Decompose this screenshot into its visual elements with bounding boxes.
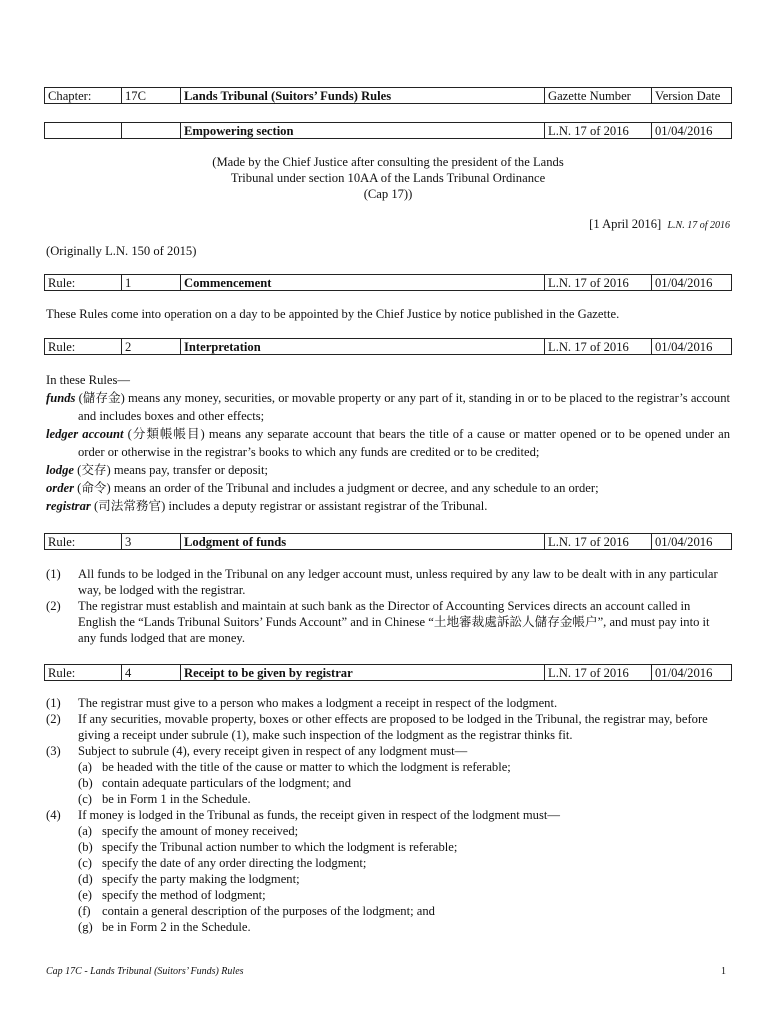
paragraph: (f) contain a general description of the purposes of the lodgment; and xyxy=(78,904,435,918)
paragraph: (a) be headed with the title of the cause or matter to which the lodgment is referable; xyxy=(78,760,511,774)
chapter-title: Lands Tribunal (Suitors’ Funds) Rules xyxy=(181,88,545,104)
definition: funds (儲存金) means any money, securities, or movable property or any part of it, standing in or to be placed to the registrar’s account and includes boxes and other effects; xyxy=(46,391,730,423)
paragraph: (c) specify the date of any order directing the lodgment; xyxy=(78,856,367,870)
paragraph: (e) specify the method of lodgment; xyxy=(78,888,266,902)
empowering-title: Empowering section xyxy=(181,123,545,139)
gazette-number-heading: Gazette Number xyxy=(545,88,652,104)
chapter-header-table xyxy=(44,87,732,104)
subrule: (1) All funds to be lodged in the Tribunal on any ledger account must, unless required by any law to be dealt with in any particular way, be lodged with the registrar. xyxy=(46,567,718,597)
subrule: (3) Subject to subrule (4), every receipt given in respect of any lodgment must— xyxy=(46,744,468,758)
definition: ledger account (分類帳帳目) means any separate account that bears the title of a cause or matter opened or to be opened under an order or otherwise in the registrar’s books to which any funds are credited or to be credited; xyxy=(46,427,731,459)
subrule: (4) If money is lodged in the Tribunal as funds, the receipt given in respect of the lodgment must— xyxy=(46,808,560,822)
rule-title: Lodgment of funds xyxy=(181,534,545,550)
page-number: 1 xyxy=(721,966,726,977)
paragraph: (c) be in Form 1 in the Schedule. xyxy=(78,792,251,806)
paragraph: (a) specify the amount of money received; xyxy=(78,824,299,838)
subrule: (2) The registrar must establish and maintain at such bank as the Director of Accounting Services directs an account called in English the “Lands Tribunal Suitors’ Funds Account” and in Chinese “土地審裁處訴訟人儲存金帳户”, and must pay into it any funds lodged that are money. xyxy=(46,599,710,645)
paragraph: (b) specify the Tribunal action number to which the lodgment is referable; xyxy=(78,840,458,854)
definition: lodge (交存) means pay, transfer or deposit; xyxy=(46,463,268,477)
paragraph: (g) be in Form 2 in the Schedule. xyxy=(78,920,251,934)
version-date-heading: Version Date xyxy=(652,88,732,104)
rule4-list xyxy=(46,695,730,935)
rule-title: Interpretation xyxy=(181,339,545,355)
rule-header: Rule: 1 Commencement L.N. 17 of 2016 01/04/2016 xyxy=(44,274,732,291)
subrule: (2) If any securities, movable property, boxes or other effects are proposed to be lodged in the Tribunal, the registrar may, before giving a receipt under subrule (1), make such inspection of the lodgment as the registrar thinks fit. xyxy=(46,712,708,742)
chapter-label: Chapter: xyxy=(45,88,122,104)
chapter-number: 17C xyxy=(122,88,181,104)
originally-note: (Originally L.N. 150 of 2015) xyxy=(46,244,197,258)
made-by-note: (Made by the Chief Justice after consulting the president of the Lands Tribunal under section 10AA of the Lands Tribunal Ordinance (Cap 17)) xyxy=(212,155,564,201)
definition: order (命令) means an order of the Tribunal and includes a judgment or decree, and any schedule to an order; xyxy=(46,481,599,495)
rule-title: Commencement xyxy=(181,275,545,291)
commencement-date: [1 April 2016] xyxy=(589,217,662,231)
paragraph: (b) contain adequate particulars of the lodgment; and xyxy=(78,776,351,790)
page-footer xyxy=(46,966,730,977)
empowering-gazette: L.N. 17 of 2016 xyxy=(545,123,652,139)
definitions-intro: In these Rules— xyxy=(46,373,130,387)
definitions xyxy=(46,371,730,515)
subrule: (1) The registrar must give to a person who makes a lodgment a receipt in respect of the lodgment. xyxy=(46,696,558,710)
definition: registrar (司法常務官) includes a deputy registrar or assistant registrar of the Tribunal. xyxy=(46,499,488,513)
rule-header: Rule: 4 Receipt to be given by registrar L.N. 17 of 2016 01/04/2016 xyxy=(44,664,732,681)
commencement-note xyxy=(46,216,730,234)
rule3-list xyxy=(46,566,730,646)
rule1-text: These Rules come into operation on a day to be appointed by the Chief Justice by notice published in the Gazette. xyxy=(46,307,620,321)
rule-header: Rule: 2 Interpretation L.N. 17 of 2016 01/04/2016 xyxy=(44,338,732,355)
empowering-header-table xyxy=(44,122,732,139)
empowering-date: 01/04/2016 xyxy=(652,123,732,139)
footer-title: Cap 17C - Lands Tribunal (Suitors’ Funds) Rules xyxy=(46,966,244,977)
rule-title: Receipt to be given by registrar xyxy=(181,665,545,681)
paragraph: (d) specify the party making the lodgment; xyxy=(78,872,300,886)
commencement-ln: L.N. 17 of 2016 xyxy=(667,220,730,231)
rule-header: Rule: 3 Lodgment of funds L.N. 17 of 2016 01/04/2016 xyxy=(44,533,732,550)
